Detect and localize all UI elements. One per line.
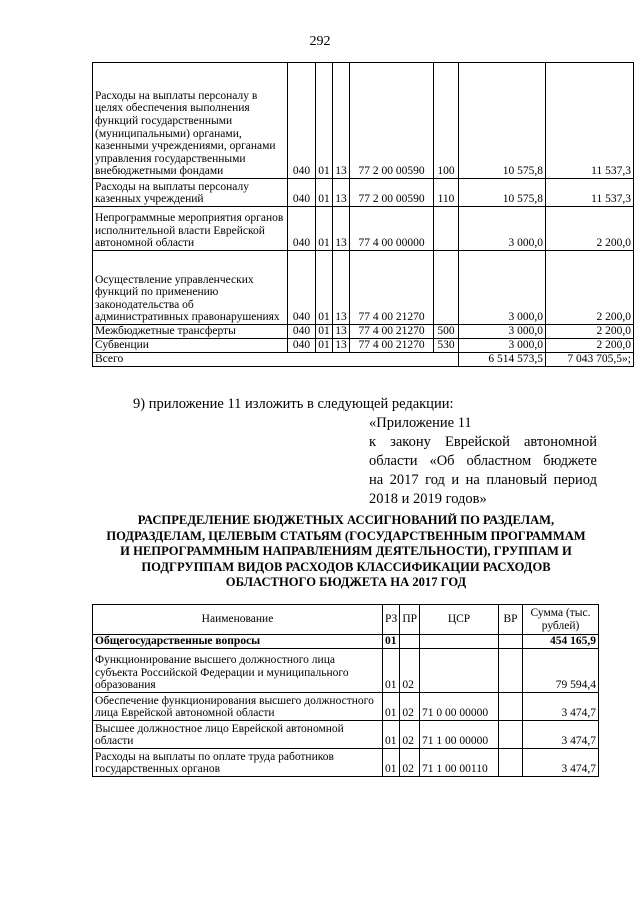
table-row [93,649,599,693]
code-rz: 01 [316,339,333,353]
appendix-line: к закону Еврейской автономной [369,434,597,450]
total-sum-2018: 6 514 573,5 [459,353,546,367]
row-name: Обеспечение функционирования высшего должностного лица Еврейской автономной области [93,693,383,721]
code-vr: 110 [434,179,459,207]
sum-2018: 10 575,8 [459,179,546,207]
code-vr [434,207,459,251]
row-name: Общегосударственные вопросы [93,635,383,649]
row-name: Расходы на выплаты по оплате труда работников государственных органов [93,749,383,777]
table-row [93,63,634,179]
row-name: Межбюджетные трансферты [93,325,288,339]
header-sum: Сумма (тыс. рублей) [523,605,599,635]
code-pr: 02 [400,721,420,749]
code-vr: 530 [434,339,459,353]
header-csr: ЦСР [420,605,499,635]
code-admin: 040 [288,251,316,325]
table-row [93,749,599,777]
appendix-line: области «Об областном бюджете [369,453,597,469]
heading-line: И НЕПРОГРАММНЫМ НАПРАВЛЕНИЯМ ДЕЯТЕЛЬНОСТИ), ГРУППАМ И [120,544,572,559]
heading-line: РАСПРЕДЕЛЕНИЕ БЮДЖЕТНЫХ АССИГНОВАНИЙ ПО РАЗДЕЛАМ, [137,513,555,527]
code-vr: 100 [434,63,459,179]
appendix-title: «Приложение 11 [369,415,472,431]
code-rz: 01 [383,649,400,693]
row-sum: 454 165,9 [523,635,599,649]
sum-2018: 3 000,0 [459,339,546,353]
code-csr: 77 4 00 21270 [350,251,434,325]
code-pr: 02 [400,693,420,721]
code-rz: 01 [383,749,400,777]
code-pr: 02 [400,649,420,693]
total-label: Всего [93,353,459,367]
sum-2019: 11 537,3 [546,63,634,179]
code-pr: 13 [333,207,350,251]
code-admin: 040 [288,325,316,339]
sum-2018: 3 000,0 [459,207,546,251]
code-csr [420,649,499,693]
appendix-line: на 2017 год и на плановый период [369,472,597,488]
appendix-line: 2018 и 2019 годов» [369,491,487,507]
code-pr: 13 [333,179,350,207]
table-row [93,339,634,353]
code-rz: 01 [316,207,333,251]
header-vr: ВР [499,605,523,635]
code-csr: 71 1 00 00000 [420,721,499,749]
row-name: Расходы на выплаты персоналу в целях обеспечения выполнения функций государственными (муниципальными) органами, казенными учреждениями, органами управления государственными внебюджетными фондами [93,63,288,179]
code-csr: 77 4 00 21270 [350,325,434,339]
code-vr [499,635,523,649]
code-csr: 77 2 00 00590 [350,179,434,207]
code-csr [420,635,499,649]
code-vr [499,649,523,693]
row-sum: 3 474,7 [523,721,599,749]
sum-2019: 2 200,0 [546,325,634,339]
code-rz: 01 [383,693,400,721]
total-row [93,353,634,367]
sum-2018: 10 575,8 [459,63,546,179]
code-pr: 13 [333,339,350,353]
heading-line: ОБЛАСТНОГО БЮДЖЕТА НА 2017 ГОД [225,575,467,590]
code-csr: 77 4 00 21270 [350,339,434,353]
table-row [93,207,634,251]
sum-2019: 2 200,0 [546,251,634,325]
code-csr: 77 2 00 00590 [350,63,434,179]
table-header-row [93,605,599,635]
code-rz: 01 [316,63,333,179]
code-rz: 01 [316,251,333,325]
code-admin: 040 [288,207,316,251]
sum-2019: 11 537,3 [546,179,634,207]
code-vr [499,721,523,749]
header-rz: РЗ [383,605,400,635]
code-rz: 01 [383,721,400,749]
section-heading [96,513,596,591]
code-csr: 71 1 00 00110 [420,749,499,777]
code-rz: 01 [316,325,333,339]
sum-2019: 2 200,0 [546,339,634,353]
row-sum: 3 474,7 [523,749,599,777]
code-vr [499,749,523,777]
table-row [93,721,599,749]
amendment-item-9: 9) приложение 11 изложить в следующей редакции: [133,396,454,412]
expenditure-table-continued [92,62,634,367]
code-rz: 01 [316,179,333,207]
header-name: Наименование [93,605,383,635]
table-row [93,251,634,325]
code-admin: 040 [288,63,316,179]
page-number: 292 [309,34,331,49]
row-name: Непрограммные мероприятия органов исполнительной власти Еврейской автономной области [93,207,288,251]
row-name: Функционирование высшего должностного лица субъекта Российской Федерации и муниципального образования [93,649,383,693]
header-pr: ПР [400,605,420,635]
total-sum-2019: 7 043 705,5»; [546,353,634,367]
code-vr: 500 [434,325,459,339]
sum-2018: 3 000,0 [459,325,546,339]
sum-2019: 2 200,0 [546,207,634,251]
row-name: Субвенции [93,339,288,353]
code-vr [434,251,459,325]
table-row [93,635,599,649]
table-row [93,325,634,339]
appendix-caption [369,414,597,509]
code-admin: 040 [288,179,316,207]
code-csr: 71 0 00 00000 [420,693,499,721]
row-name: Расходы на выплаты персоналу казенных учреждений [93,179,288,207]
code-pr: 13 [333,325,350,339]
code-csr: 77 4 00 00000 [350,207,434,251]
code-pr: 02 [400,749,420,777]
code-rz: 01 [383,635,400,649]
row-name: Осуществление управленческих функций по применению законодательства об административных правонарушениях [93,251,288,325]
heading-line: ПОДРАЗДЕЛАМ, ЦЕЛЕВЫМ СТАТЬЯМ (ГОСУДАРСТВЕННЫМ ПРОГРАММАМ [106,528,586,543]
code-pr [400,635,420,649]
row-sum: 3 474,7 [523,693,599,721]
table-row [93,693,599,721]
sum-2018: 3 000,0 [459,251,546,325]
budget-distribution-table [92,604,599,777]
code-pr: 13 [333,63,350,179]
heading-line: ПОДГРУППАМ ВИДОВ РАСХОДОВ КЛАССИФИКАЦИИ РАСХОДОВ [141,559,551,574]
row-name: Высшее должностное лицо Еврейской автономной области [93,721,383,749]
code-admin: 040 [288,339,316,353]
table-row [93,179,634,207]
code-vr [499,693,523,721]
code-pr: 13 [333,251,350,325]
row-sum: 79 594,4 [523,649,599,693]
